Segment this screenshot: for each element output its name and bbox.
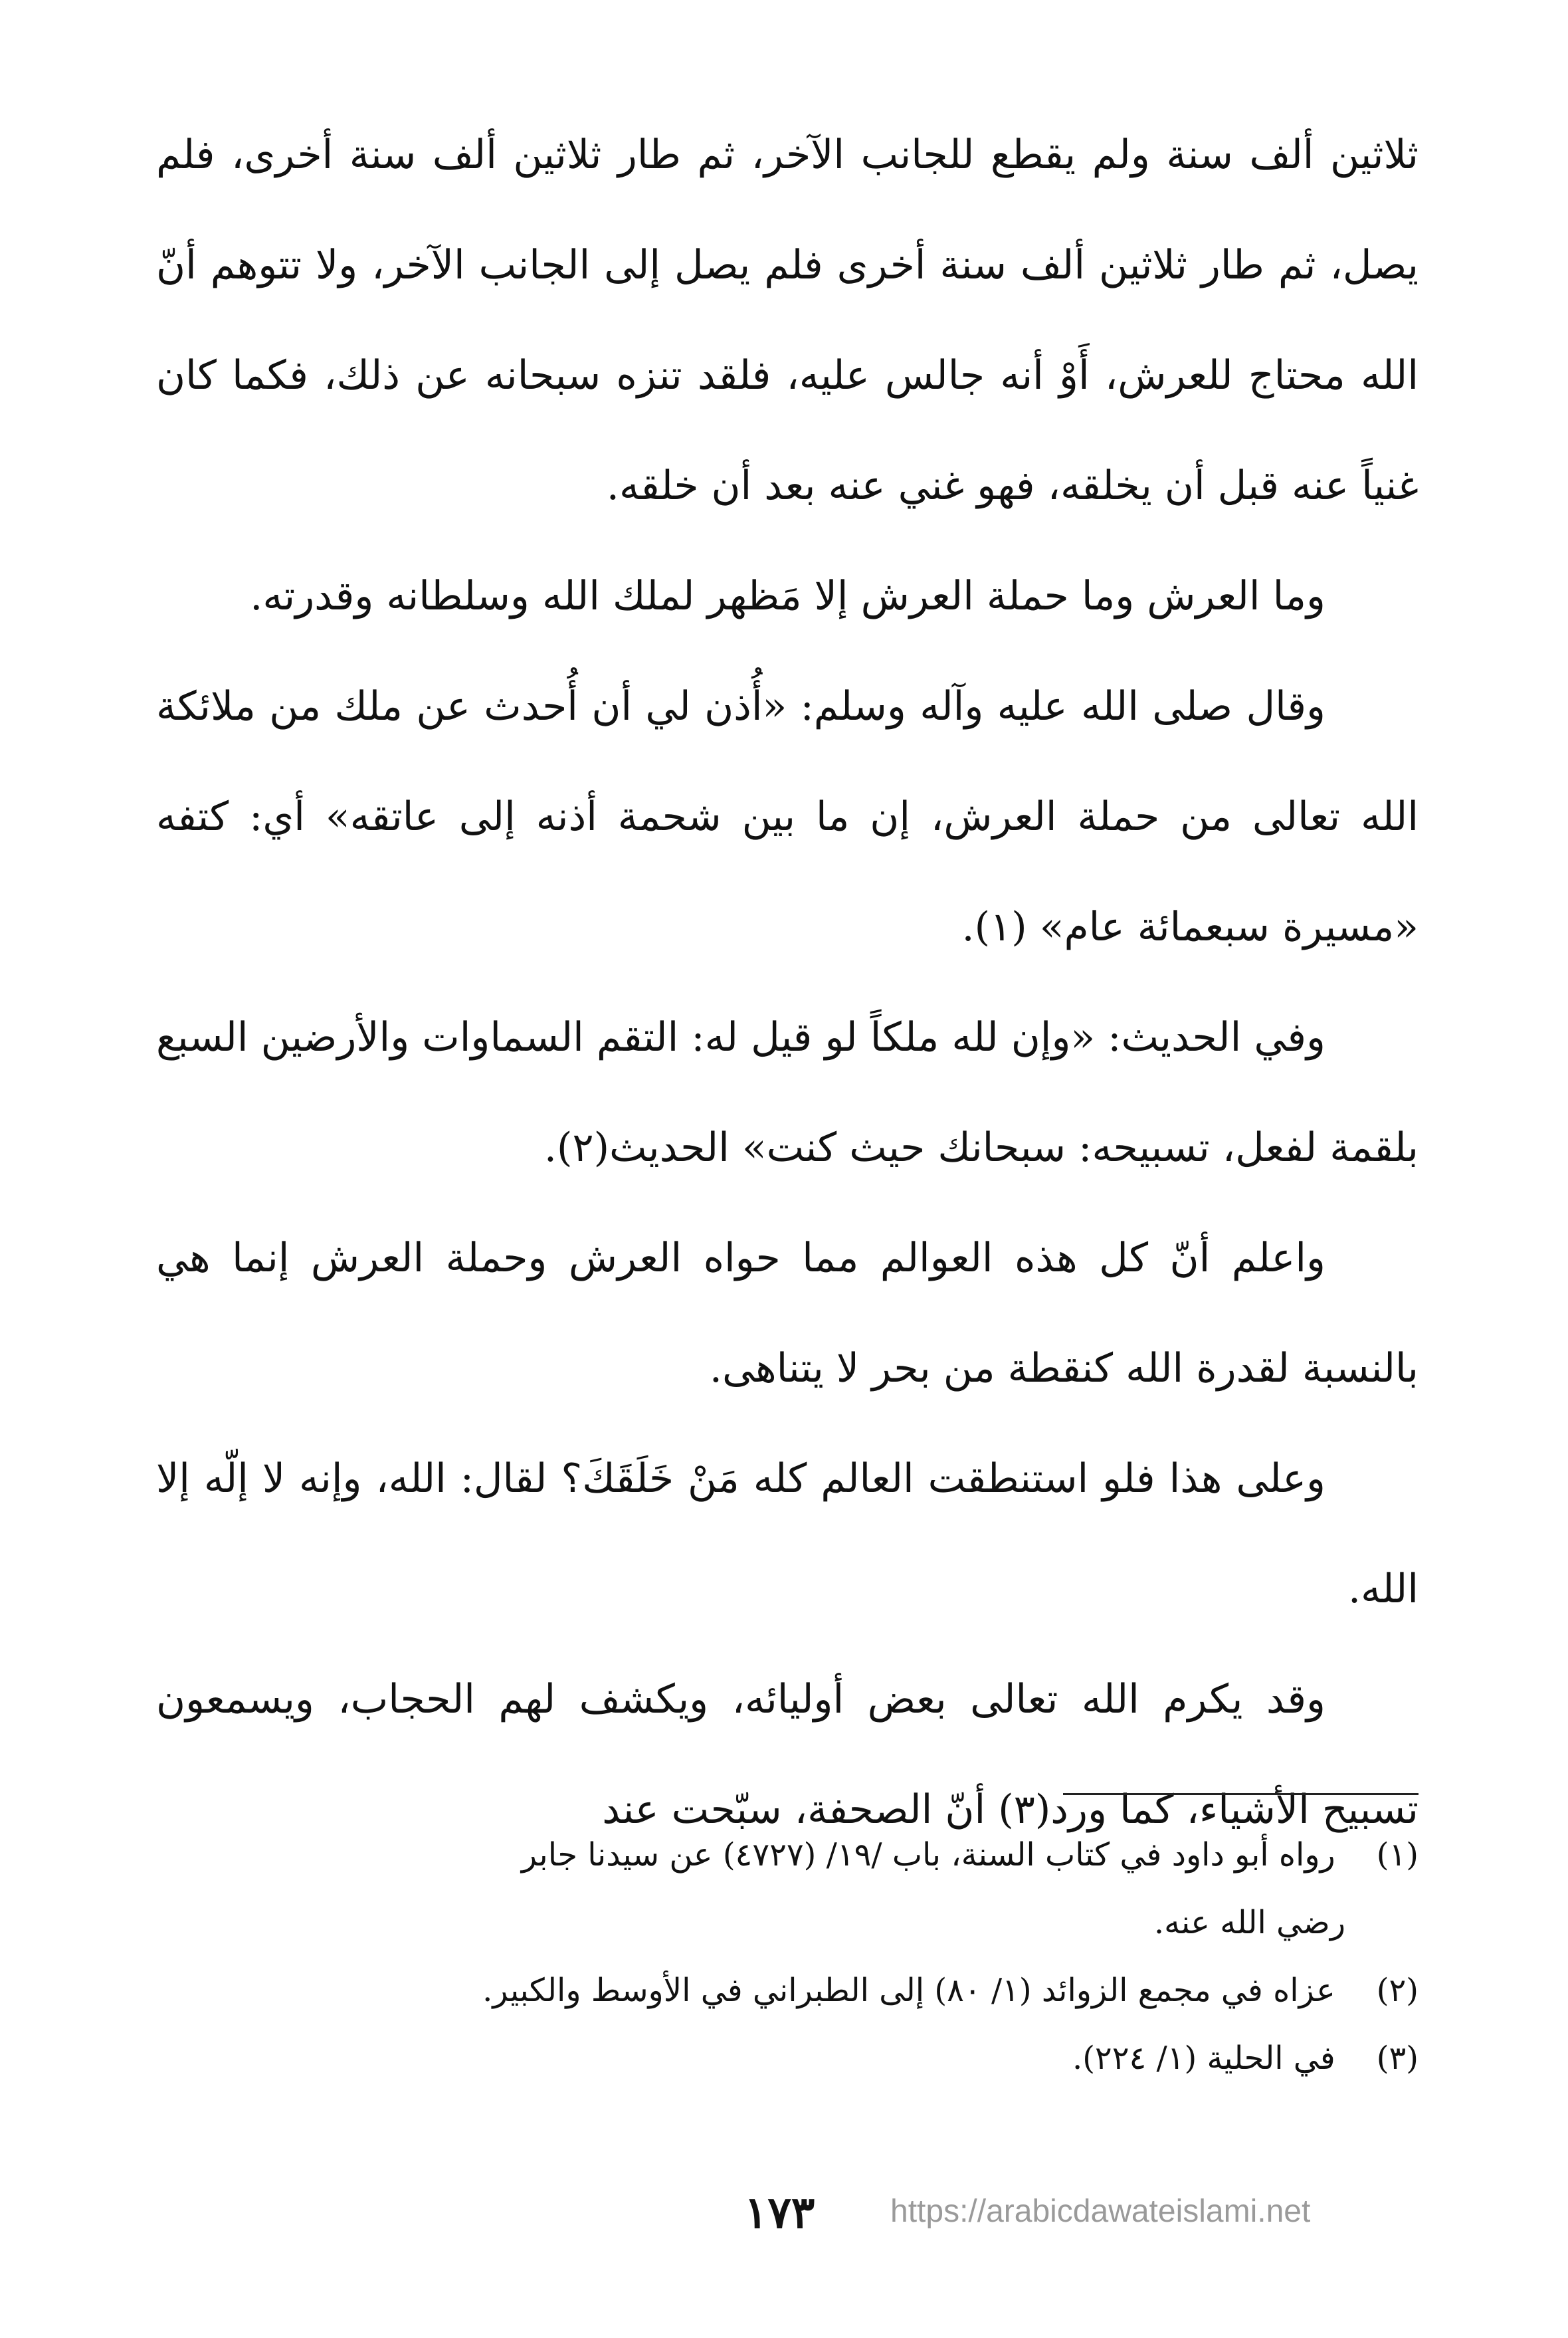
page-number: ١٧٣	[744, 2186, 815, 2238]
footnote-text: عزاه في مجمع الزوائد (١/ ٨٠) إلى الطبراني في الأوسط والكبير.	[482, 1972, 1335, 2009]
footnote-text: رواه أبو داود في كتاب السنة، باب /١٩/ (٤٧٢٧) عن سيدنا جابر	[521, 1836, 1335, 1873]
page-footer	[744, 2186, 1409, 2246]
paragraph-1: ثلاثين ألف سنة ولم يقطع للجانب الآخر، ثم طار ثلاثين ألف سنة أخرى، فلم يصل، ثم طار ثلاثين ألف سنة أخرى فلم يصل إلى الجانب الآخر، ولا تتوهم أنّ الله محتاج للعرش، أَوْ أنه جالس عليه، فلقد تنزه سبحانه عن ذلك، فكما كان غنياً عنه قبل أن يخلقه، فهو غني عنه بعد أن خلقه.	[156, 132, 1419, 509]
footnote-1-continuation: رضي الله عنه.	[1153, 1904, 1345, 1941]
footnote-3	[156, 2024, 1419, 2092]
footnote-2	[156, 1957, 1419, 2024]
footnote-separator	[1063, 1793, 1419, 1795]
paragraph-2: وما العرش وما حملة العرش إلا مَظهر لملك الله وسلطانه وقدرته.	[250, 573, 1325, 619]
footnote-number: (٣)	[1376, 2040, 1419, 2077]
footnote-number: (٢)	[1376, 1972, 1419, 2009]
footnote-number: (١)	[1376, 1836, 1419, 1873]
paragraph-6: وعلى هذا فلو استنطقت العالم كله مَنْ خَلَقَكَ؟ لقال: الله، وإنه لا إلّه إلا الله.	[156, 1455, 1419, 1612]
paragraph-5: واعلم أنّ كل هذه العوالم مما حواه العرش وحملة العرش إنما هي بالنسبة لقدرة الله كنقطة من بحر لا يتناهى.	[156, 1235, 1419, 1392]
footnote-text: في الحلية (١/ ٢٢٤).	[1072, 2040, 1335, 2077]
paragraph-3: وقال صلى الله عليه وآله وسلم: «أُذن لي أن أُحدث عن ملك من ملائكة الله تعالى من حملة العرش، إن ما بين شحمة أذنه إلى عاتقه» أي: كتفه «مسيرة سبعمائة عام» (١).	[156, 683, 1419, 950]
footnote-1	[156, 1821, 1419, 1889]
paragraph-4: وفي الحديث: «وإن لله ملكاً لو قيل له: التقم السماوات والأرضين السبع بلقمة لفعل، تسبيحه: سبحانك حيث كنت» الحديث(٢).	[156, 1014, 1419, 1171]
paragraph-7: وقد يكرم الله تعالى بعض أوليائه، ويكشف لهم الحجاب، ويسمعون تسبيح الأشياء، كما ورد(٣) أنّ الصحفة، سبّحت عند	[156, 1676, 1419, 1833]
footnotes	[156, 1821, 1419, 2092]
watermark-url[interactable]: https://arabicdawateislami.net	[890, 2194, 1311, 2229]
main-text	[156, 100, 1419, 1865]
